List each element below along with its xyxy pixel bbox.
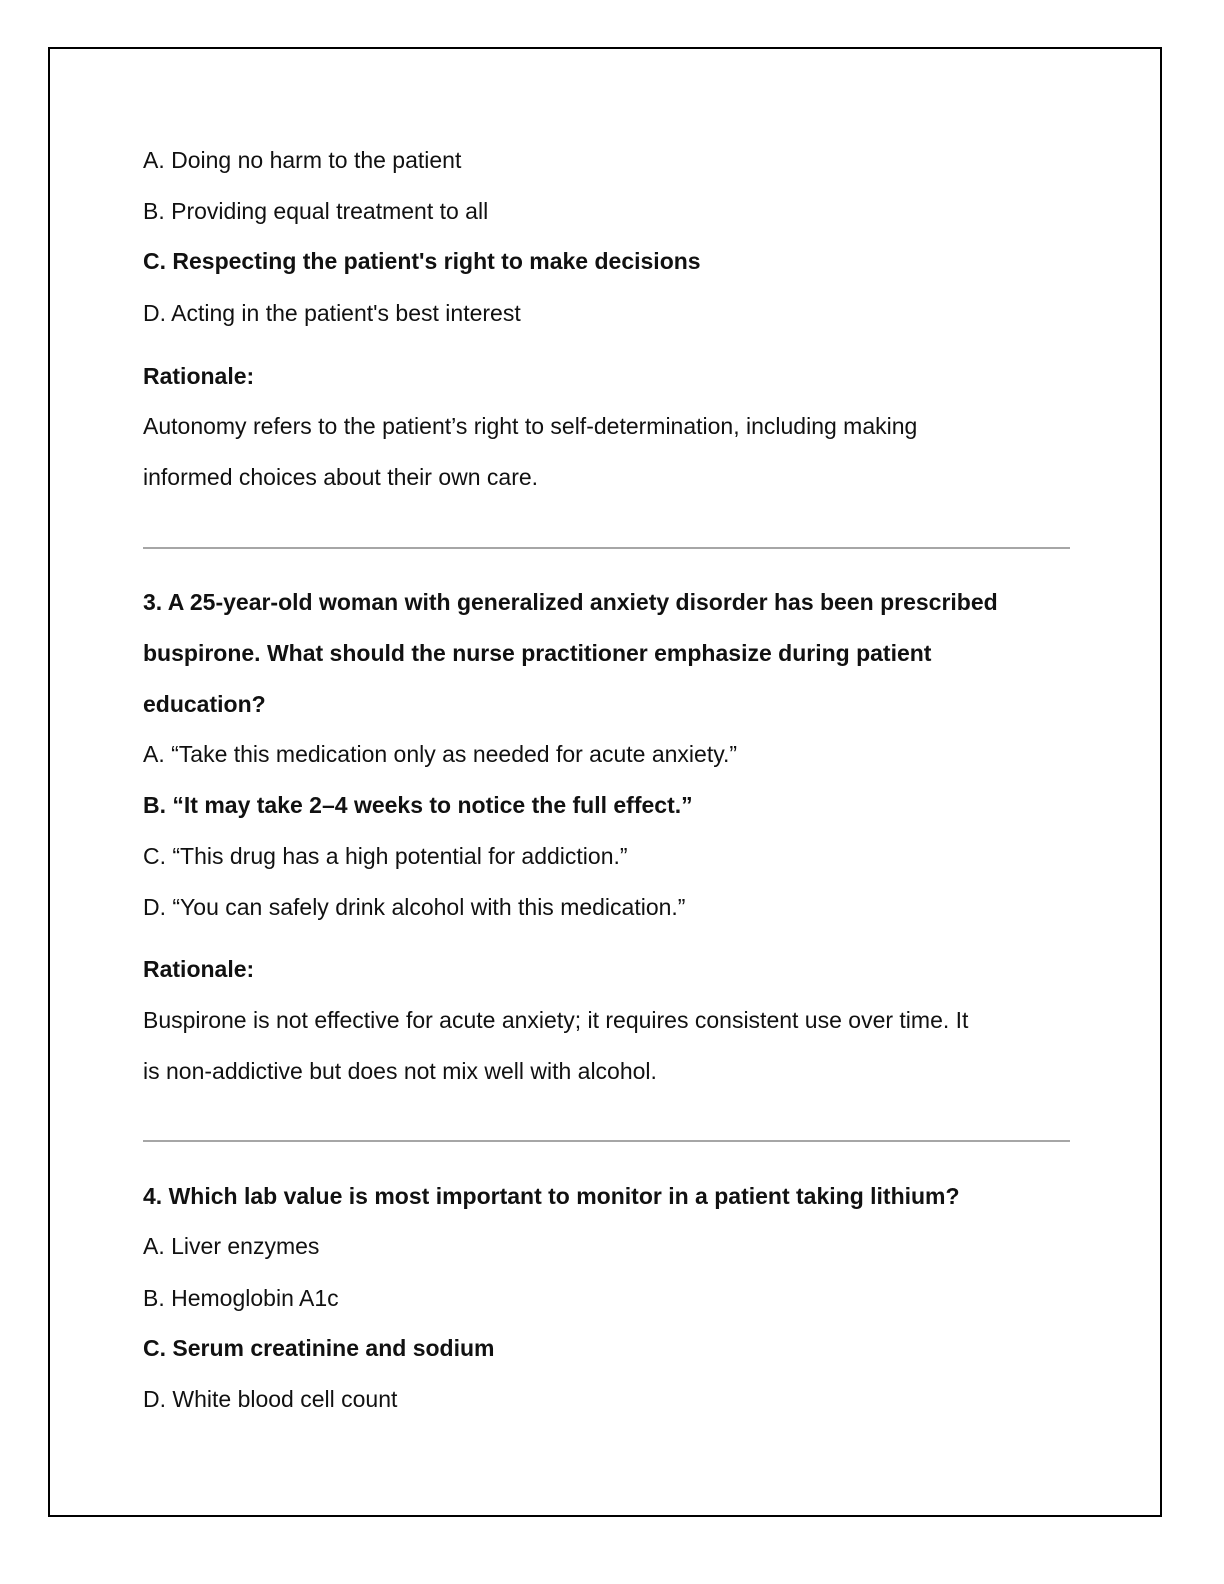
q3-option-b-correct: B. “It may take 2–4 weeks to notice the full effect.” xyxy=(143,792,693,818)
q3-rationale-line-1: Buspirone is not effective for acute anxiety; it requires consistent use over time. It xyxy=(143,1007,969,1033)
q3-question-line-3: education? xyxy=(143,691,266,717)
section-divider xyxy=(143,1140,1070,1142)
q4-option-b: B. Hemoglobin A1c xyxy=(143,1285,339,1311)
q3-question-line-1: 3. A 25-year-old woman with generalized anxiety disorder has been prescribed xyxy=(143,589,998,615)
q2-option-a: A. Doing no harm to the patient xyxy=(143,147,462,173)
q2-option-d: D. Acting in the patient's best interest xyxy=(143,300,521,326)
q2-option-b: B. Providing equal treatment to all xyxy=(143,198,489,224)
q4-option-c-correct: C. Serum creatinine and sodium xyxy=(143,1335,495,1361)
q3-option-d: D. “You can safely drink alcohol with this medication.” xyxy=(143,894,686,920)
q4-question-line-1: 4. Which lab value is most important to monitor in a patient taking lithium? xyxy=(143,1183,960,1209)
q2-rationale-label: Rationale: xyxy=(143,363,255,389)
q2-rationale-line-2: informed choices about their own care. xyxy=(143,464,539,490)
q3-option-c: C. “This drug has a high potential for addiction.” xyxy=(143,843,628,869)
q4-option-a: A. Liver enzymes xyxy=(143,1233,320,1259)
q3-question-line-2: buspirone. What should the nurse practitioner emphasize during patient xyxy=(143,640,932,666)
q3-rationale-line-2: is non-addictive but does not mix well with alcohol. xyxy=(143,1058,657,1084)
q2-option-c-correct: C. Respecting the patient's right to make decisions xyxy=(143,248,701,274)
q2-rationale-line-1: Autonomy refers to the patient’s right to self-determination, including making xyxy=(143,413,918,439)
section-divider xyxy=(143,547,1070,549)
q3-option-a: A. “Take this medication only as needed for acute anxiety.” xyxy=(143,741,738,767)
q3-rationale-label: Rationale: xyxy=(143,956,255,982)
q4-option-d: D. White blood cell count xyxy=(143,1386,398,1412)
